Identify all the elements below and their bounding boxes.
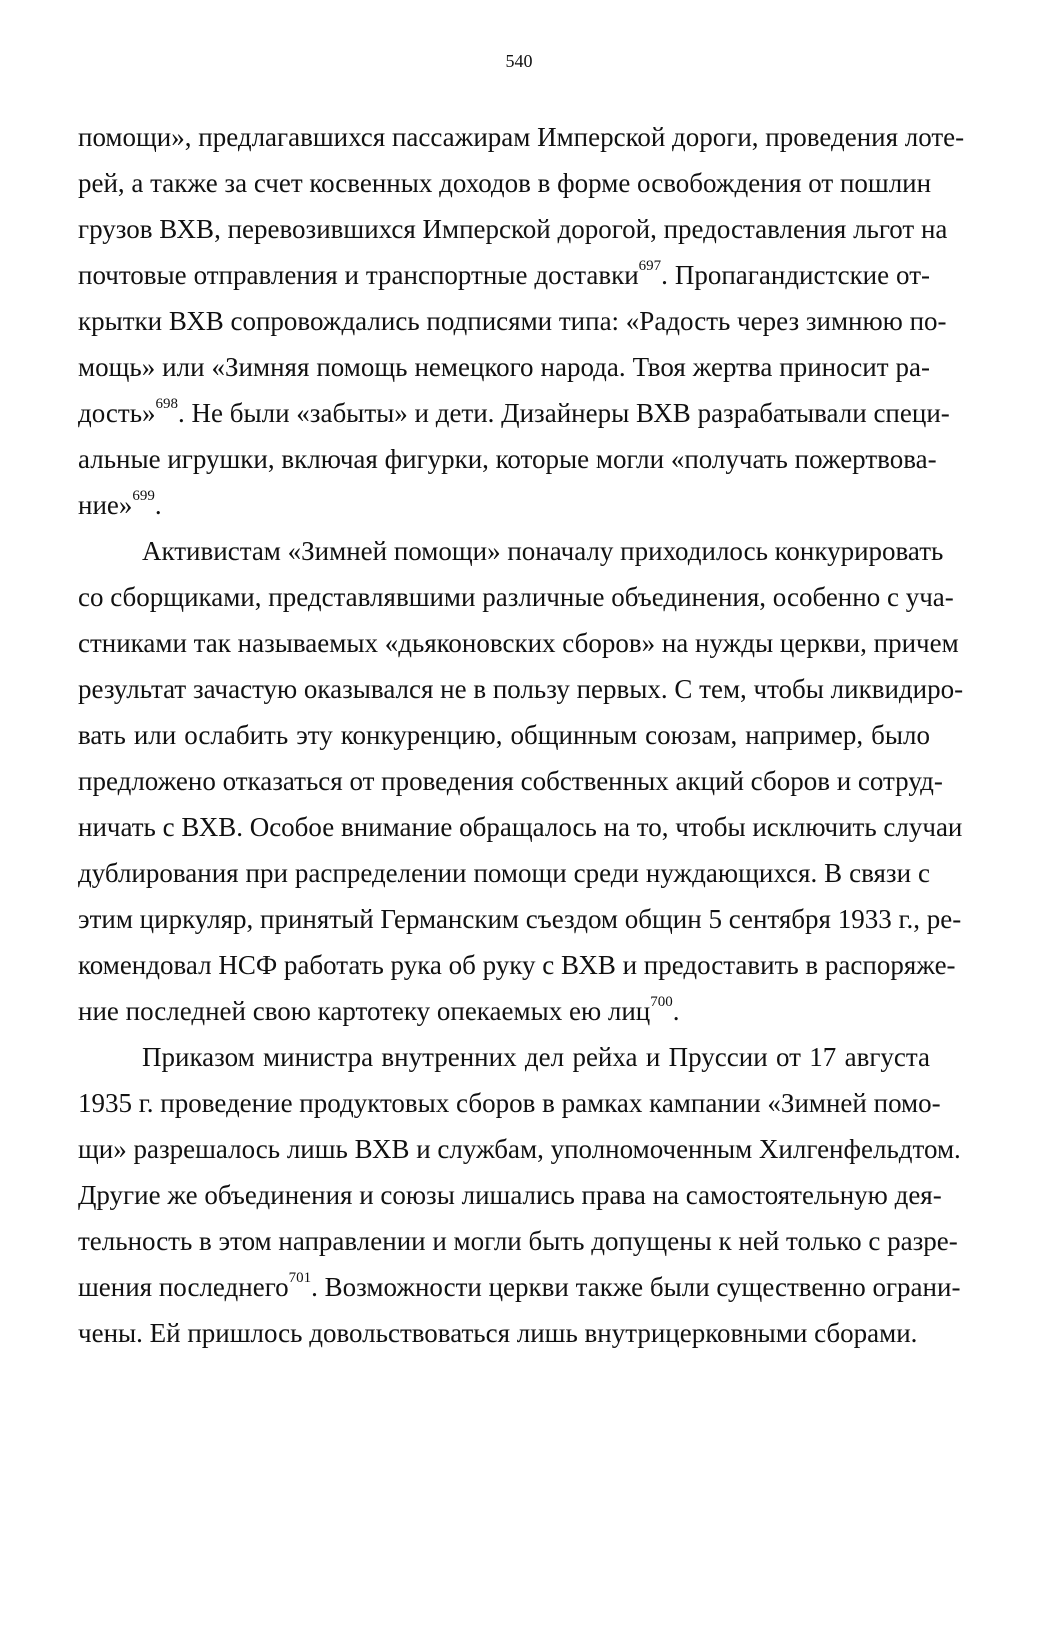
text-line: дость»$^{698}$. Не были «забыты» и дети. Дизайнеры ВХВ разрабатывали специ- [78, 396, 950, 428]
text-line: этим циркуляр, принятый Германским съездом общин 5 сентября 1933 г., ре- [78, 904, 962, 934]
text-line: помощи», предлагавшихся пассажирам Имперской дороги, проведения лоте- [78, 122, 965, 152]
text-line: Другие же объединения и союзы лишались права на самостоятельную дея- [78, 1180, 942, 1210]
text-line: рей, а также за счет косвенных доходов в форме освобождения от пошлин [78, 168, 932, 198]
footnote-ref-698: 698 [155, 396, 179, 412]
text-line: Активистам «Зимней помощи» поначалу приходилось конкурировать [142, 536, 944, 566]
text-line: щи» разрешалось лишь ВХВ и службам, уполномоченным Хилгенфельдтом. [78, 1134, 961, 1164]
text-line: шения последнего$^{701}$. Возможности церкви также были существенно ограни- [78, 1270, 961, 1302]
text-line: ние последней свою картотеку опекаемых ею лиц$^{700}$. [78, 994, 680, 1026]
text-line: комендовал НСФ работать рука об руку с ВХВ и предоставить в распоряже- [78, 950, 956, 980]
paragraph-1 [78, 114, 965, 528]
footnote-ref-700: 700 [650, 994, 673, 1010]
text-line: ние»$^{699}$. [78, 488, 162, 520]
footnote-ref-697: 697 [638, 258, 662, 274]
text-line: чены. Ей пришлось довольствоваться лишь внутрицерковными сборами. [78, 1318, 918, 1348]
text-line: тельность в этом направлении и могли быть допущены к ней только с разре- [78, 1226, 958, 1256]
page-number: 540 [505, 51, 533, 71]
paragraph-3 [78, 1034, 961, 1356]
text-line: почтовые отправления и транспортные доставки$^{697}$. Пропагандистские от- [78, 258, 930, 290]
text-line: 1935 г. проведение продуктовых сборов в рамках кампании «Зимней помо- [78, 1088, 941, 1118]
text-line: Приказом министра внутренних дел рейха и Пруссии от 17 августа [142, 1042, 930, 1072]
text-line: со сборщиками, представлявшими различные объединения, особенно с уча- [78, 582, 954, 612]
text-line: крытки ВХВ сопровождались подписями типа: «Радость через зимнюю по- [78, 306, 947, 336]
footnote-ref-701: 701 [288, 1270, 312, 1286]
text-line: результат зачастую оказывался не в пользу первых. С тем, чтобы ликвидиро- [78, 674, 964, 704]
text-line: вать или ослабить эту конкуренцию, общинным союзам, например, было [78, 720, 930, 750]
text-line: мощь» или «Зимняя помощь немецкого народа. Твоя жертва приносит ра- [78, 352, 930, 382]
text-line: стниками так называемых «дьяконовских сборов» на нужды церкви, причем [78, 628, 959, 658]
paragraph-2 [78, 528, 964, 1034]
text-line: ничать с ВХВ. Особое внимание обращалось на то, чтобы исключить случаи [78, 812, 963, 842]
text-line: дублирования при распределении помощи среди нуждающихся. В связи с [78, 858, 930, 888]
text-line: грузов ВХВ, перевозившихся Имперской дорогой, предоставления льгот на [78, 214, 948, 244]
text-line: предложено отказаться от проведения собственных акций сборов и сотруд- [78, 766, 943, 796]
text-line: альные игрушки, включая фигурки, которые могли «получать пожертвова- [78, 444, 937, 474]
footnote-ref-699: 699 [132, 488, 155, 504]
